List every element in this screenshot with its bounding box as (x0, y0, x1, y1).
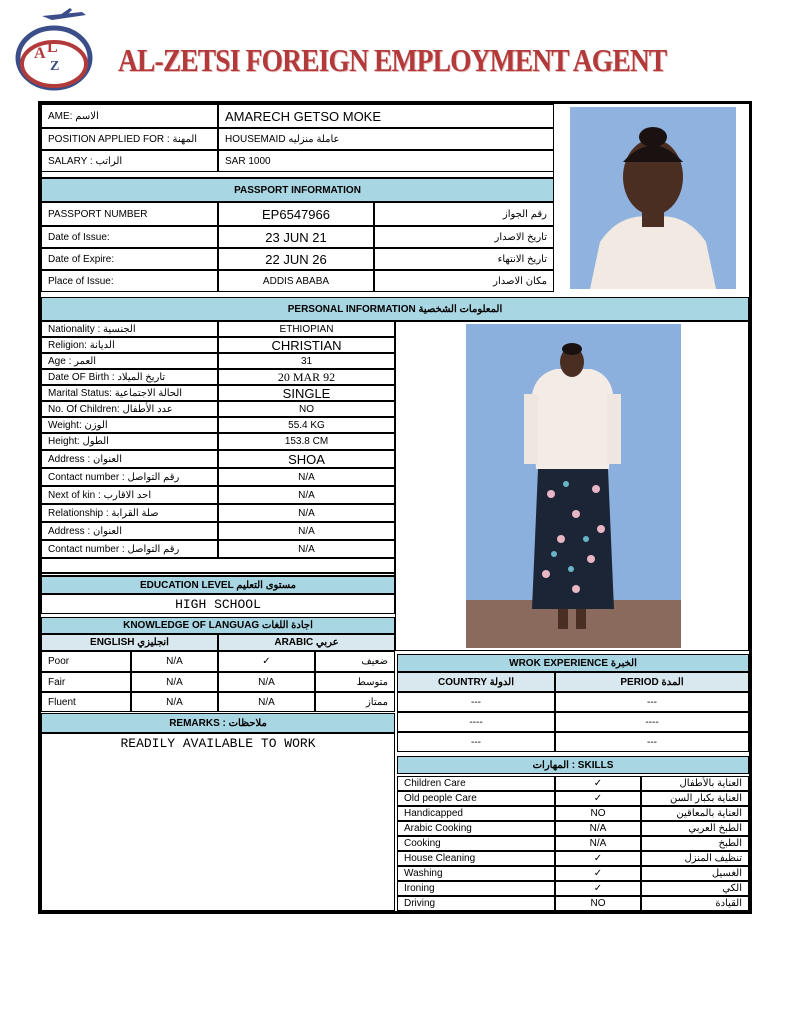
personal-label: Height: الطول (41, 433, 218, 450)
skill-name-ar: القيادة (641, 896, 749, 911)
personal-label: Address : العنوان (41, 450, 218, 468)
passport-number-ar: رقم الجواز (374, 202, 554, 226)
skill-value: ✓ (555, 791, 641, 806)
personal-label: Nationality : الجنسية (41, 321, 218, 337)
expiry-date-label: Date of Expire: (41, 248, 218, 270)
skill-value: ✓ (555, 851, 641, 866)
skill-name-ar: العناية بالمعاقين (641, 806, 749, 821)
skill-name-ar: الطبخ العربي (641, 821, 749, 836)
english-level-value: N/A (131, 672, 218, 692)
skill-name-ar: الطبخ (641, 836, 749, 851)
agency-name: AL-ZETSI FOREIGN EMPLOYMENT AGENT (118, 42, 667, 78)
skill-name: Washing (397, 866, 555, 881)
skill-value: N/A (555, 821, 641, 836)
personal-value: N/A (218, 522, 395, 540)
svg-text:A: A (34, 45, 46, 62)
personal-value: 55.4 KG (218, 417, 395, 433)
arabic-level-value: N/A (218, 692, 315, 712)
skill-name-ar: تنظيف المنزل (641, 851, 749, 866)
personal-value: 153.8 CM (218, 433, 395, 450)
skill-name-ar: الغسيل (641, 866, 749, 881)
passport-number-label: PASSPORT NUMBER (41, 202, 218, 226)
language-level-ar: ضعيف (315, 651, 395, 672)
experience-period: --- (555, 692, 749, 712)
language-level-ar: متوسط (315, 672, 395, 692)
skill-name-ar: العناية بكبار السن (641, 791, 749, 806)
skill-name: Cooking (397, 836, 555, 851)
skill-value: NO (555, 896, 641, 911)
period-header: PERIOD المدة (555, 672, 749, 692)
skill-name-ar: العناية بالأطفال (641, 776, 749, 791)
arabic-level-value: ✓ (218, 651, 315, 672)
salary-label: SALARY : الراتب (41, 150, 218, 172)
position-label: POSITION APPLIED FOR : المهنة (41, 128, 218, 150)
country-header: COUNTRY الدولة (397, 672, 555, 692)
skill-value: ✓ (555, 776, 641, 791)
passport-number-value: EP6547966 (218, 202, 374, 226)
skill-name: Arabic Cooking (397, 821, 555, 836)
expiry-date-ar: تاريخ الانتهاء (374, 248, 554, 270)
language-level: Poor (41, 651, 131, 672)
experience-title: WROK EXPERIENCE الخبرة (397, 654, 749, 672)
issue-place-label: Place of Issue: (41, 270, 218, 292)
svg-text:Z: Z (50, 59, 60, 74)
personal-label: Relationship : صلة القرابة (41, 504, 218, 522)
english-level-value: N/A (131, 651, 218, 672)
personal-label: Marital Status: الحالة الاجتماعية (41, 385, 218, 401)
personal-label: Weight: الوزن (41, 417, 218, 433)
personal-value: NO (218, 401, 395, 417)
education-title: EDUCATION LEVEL مستوى التعليم (41, 576, 395, 594)
agency-logo (12, 6, 102, 92)
full-body-photo (466, 324, 681, 648)
skill-value: N/A (555, 836, 641, 851)
skill-value: ✓ (555, 881, 641, 896)
skill-value: ✓ (555, 866, 641, 881)
experience-period: ---- (555, 712, 749, 732)
personal-section-title: PERSONAL INFORMATION المعلومات الشخصية (41, 297, 749, 321)
salary-value: SAR 1000 (218, 150, 554, 172)
language-level: Fair (41, 672, 131, 692)
skill-name: Old people Care (397, 791, 555, 806)
personal-label: Contact number : رقم التواصل (41, 468, 218, 486)
expiry-date-value: 22 JUN 26 (218, 248, 374, 270)
personal-value: SINGLE (218, 385, 395, 401)
english-header: ENGLISH انجليزي (41, 634, 218, 651)
skill-name: Handicapped (397, 806, 555, 821)
name-value: AMARECH GETSO MOKE (218, 104, 554, 128)
remarks-value: READILY AVAILABLE TO WORK (120, 736, 316, 751)
name-label: AME: الاسم (41, 104, 218, 128)
experience-country: ---- (397, 712, 555, 732)
arabic-header: ARABIC عربي (218, 634, 395, 651)
skill-name: Ironing (397, 881, 555, 896)
arabic-level-value: N/A (218, 672, 315, 692)
passport-photo (570, 107, 736, 289)
personal-value: N/A (218, 486, 395, 504)
experience-period: --- (555, 732, 749, 752)
svg-text:L: L (47, 39, 58, 56)
issue-date-ar: تاريخ الاصدار (374, 226, 554, 248)
personal-value: 20 MAR 92 (218, 369, 395, 385)
language-level-ar: ممتاز (315, 692, 395, 712)
personal-value: SHOA (218, 450, 395, 468)
education-value: HIGH SCHOOL (41, 594, 395, 614)
skill-name: House Cleaning (397, 851, 555, 866)
language-level: Fluent (41, 692, 131, 712)
skill-name: Children Care (397, 776, 555, 791)
issue-place-value: ADDIS ABABA (218, 270, 374, 292)
personal-label: Next of kin : احد الاقارب (41, 486, 218, 504)
remarks-title: REMARKS : ملاحظات (41, 713, 395, 733)
issue-date-label: Date of Issue: (41, 226, 218, 248)
personal-value: 31 (218, 353, 395, 369)
skill-name-ar: الكي (641, 881, 749, 896)
issue-date-value: 23 JUN 21 (218, 226, 374, 248)
personal-spacer (41, 558, 395, 573)
personal-label: Age : العمر (41, 353, 218, 369)
skill-value: NO (555, 806, 641, 821)
personal-label: Religion: الديانة (41, 337, 218, 353)
personal-value: N/A (218, 540, 395, 558)
personal-label: Date OF Birth : تاريخ الميلاد (41, 369, 218, 385)
experience-country: --- (397, 692, 555, 712)
personal-value: CHRISTIAN (218, 337, 395, 353)
issue-place-ar: مكان الاصدار (374, 270, 554, 292)
remarks-box (41, 733, 395, 911)
skills-title: المهارات : SKILLS (397, 756, 749, 774)
personal-label: Contact number : رقم التواصل (41, 540, 218, 558)
personal-label: Address : العنوان (41, 522, 218, 540)
passport-section-title: PASSPORT INFORMATION (41, 178, 554, 202)
personal-value: N/A (218, 468, 395, 486)
language-title: KNOWLEDGE OF LANGUAG اجادة اللغات (41, 617, 395, 634)
personal-value: N/A (218, 504, 395, 522)
english-level-value: N/A (131, 692, 218, 712)
skill-name: Driving (397, 896, 555, 911)
position-value: HOUSEMAID عاملة منزليه (218, 128, 554, 150)
personal-label: No. Of Children: عدد الأطفال (41, 401, 218, 417)
experience-country: --- (397, 732, 555, 752)
personal-value: ETHIOPIAN (218, 321, 395, 337)
